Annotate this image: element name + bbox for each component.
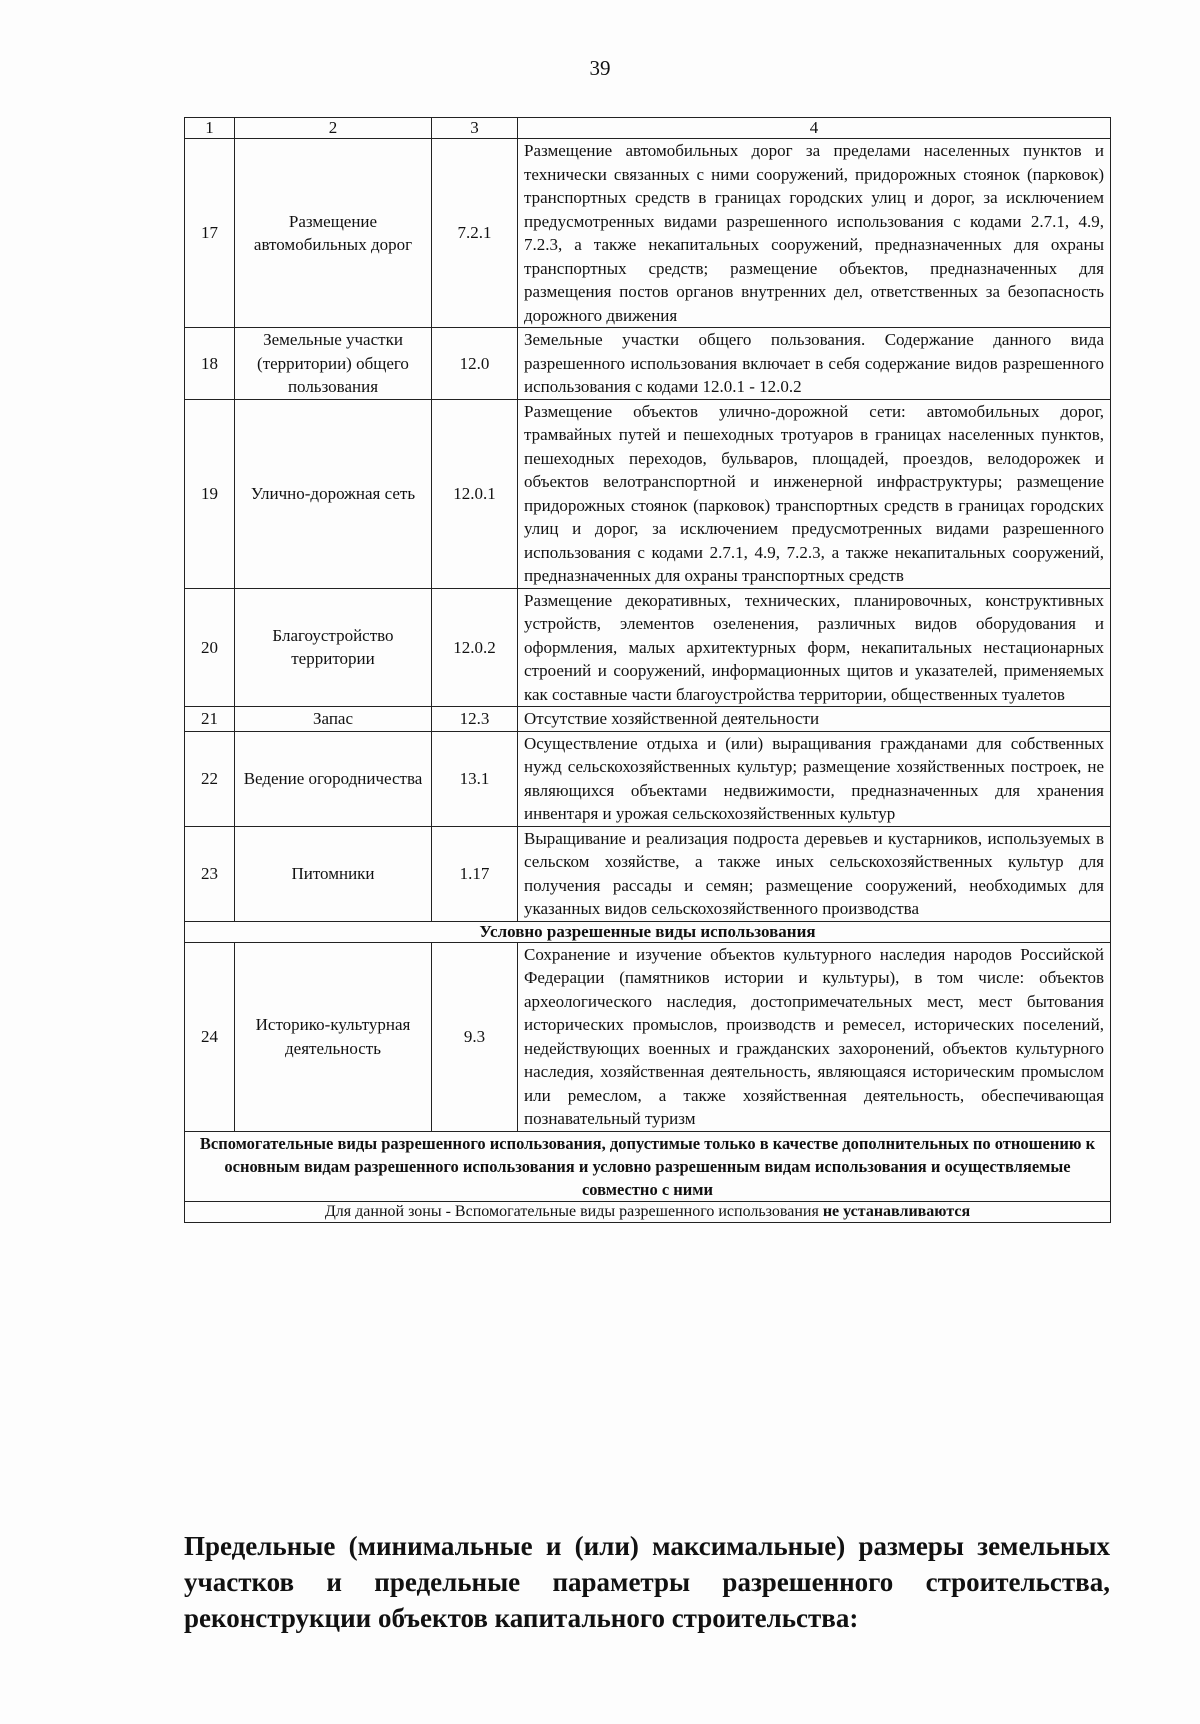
row-number: 17	[185, 139, 235, 328]
table-row	[185, 399, 1111, 588]
section-aux-title: Вспомогательные виды разрешенного использования, допустимые только в качестве дополнительных по отношению к основным видам разрешенного использования и условно разрешенным видам использования и осуществляемые совместно с ними	[185, 1131, 1111, 1201]
row-name: Улично-дорожная сеть	[235, 399, 432, 588]
row-code: 13.1	[432, 731, 518, 826]
page-number: 39	[589, 56, 611, 80]
row-description: Сохранение и изучение объектов культурного наследия народов Российской Федерации (памятников истории и культуры), в том числе: объектов археологического наследия, достопримечательных мест, мест бытования исторических промыслов, производств и ремесел, исторических поселений, недействующих военных и гражданских захоронений, объектов культурного наследия, хозяйственная деятельность, являющаяся историческим промыслом или ремеслом, а также хозяйственная деятельность, обеспечивающая познавательный туризм	[518, 942, 1111, 1131]
row-code: 12.3	[432, 707, 518, 732]
row-description: Выращивание и реализация подроста деревьев и кустарников, используемых в сельском хозяйстве, а также иных сельскохозяйственных культур для получения рассады и семян; размещение сооружений, необходимых для указанных видов сельскохозяйственного производства	[518, 826, 1111, 921]
header-col-4: 4	[518, 118, 1111, 139]
row-name: Размещение автомобильных дорог	[235, 139, 432, 328]
row-number: 23	[185, 826, 235, 921]
header-col-1: 1	[185, 118, 235, 139]
row-number: 21	[185, 707, 235, 732]
section-heading: Предельные (минимальные и (или) максимальные) размеры земельных участков и предельные параметры разрешенного строительства, реконструкции объектов капитального строительства:	[184, 1531, 1110, 1633]
aux-note-cell	[185, 1201, 1111, 1222]
row-description: Размещение объектов улично-дорожной сети: автомобильных дорог, трамвайных путей и пешеходных тротуаров в границах населенных пунктов, пешеходных переходов, бульваров, площадей, проездов, велодорожек и объектов велотранспортной и инженерной инфраструктуры; размещение придорожных стоянок (парковок) транспортных средств в границах городских улиц и дорог, за исключением предусмотренных видами разрешенного использования с кодами 2.7.1, 4.9, 7.2.3, а также некапитальных сооружений, предназначенных для охраны транспортных средств	[518, 399, 1111, 588]
row-code: 12.0.2	[432, 588, 518, 707]
row-code: 9.3	[432, 942, 518, 1131]
table-row	[185, 588, 1111, 707]
row-description: Размещение автомобильных дорог за пределами населенных пунктов и технически связанных с ними сооружений, придорожных стоянок (парковок) транспортных средств в границах городских улиц и дорог, за исключением предусмотренных видами разрешенного использования с кодами 2.7.1, 4.9, 7.2.3, а также некапитальных сооружений, предназначенных для охраны транспортных средств; размещение объектов, предназначенных для размещения постов органов внутренних дел, ответственных за безопасность дорожного движения	[518, 139, 1111, 328]
table-row	[185, 731, 1111, 826]
table-row	[185, 707, 1111, 732]
row-number: 20	[185, 588, 235, 707]
row-number: 19	[185, 399, 235, 588]
aux-note-row	[185, 1201, 1111, 1222]
land-use-table	[184, 117, 1111, 1223]
section-aux-row	[185, 1131, 1111, 1201]
table-row	[185, 328, 1111, 400]
row-name: Земельные участки (территории) общего пользования	[235, 328, 432, 400]
row-description: Земельные участки общего пользования. Содержание данного вида разрешенного использования включает в себя содержание видов разрешенного использования с кодами 12.0.1 - 12.0.2	[518, 328, 1111, 400]
section-conditional-row	[185, 921, 1111, 942]
table-row	[185, 942, 1111, 1131]
row-name: Запас	[235, 707, 432, 732]
row-name: Историко-культурная деятельность	[235, 942, 432, 1131]
row-description: Осуществление отдыха и (или) выращивания гражданами для собственных нужд сельскохозяйственных культур; размещение хозяйственных построек, не являющихся объектами недвижимости, предназначенных для хранения инвентаря и урожая сельскохозяйственных культур	[518, 731, 1111, 826]
row-description: Отсутствие хозяйственной деятельности	[518, 707, 1111, 732]
main-use-rows	[185, 139, 1111, 922]
aux-note-prefix: Для данной зоны - Вспомогательные виды разрешенного использования	[324, 1202, 819, 1220]
row-number: 18	[185, 328, 235, 400]
section-conditional-title: Условно разрешенные виды использования	[185, 921, 1111, 942]
row-name: Благоустройство территории	[235, 588, 432, 707]
row-code: 12.0	[432, 328, 518, 400]
row-code: 12.0.1	[432, 399, 518, 588]
row-number: 22	[185, 731, 235, 826]
table-header-row	[185, 118, 1111, 139]
row-code: 1.17	[432, 826, 518, 921]
row-name: Питомники	[235, 826, 432, 921]
table-row	[185, 139, 1111, 328]
row-number: 24	[185, 942, 235, 1131]
table-row	[185, 826, 1111, 921]
row-description: Размещение декоративных, технических, планировочных, конструктивных устройств, элементов озеленения, различных видов оборудования и оформления, малых архитектурных форм, некапитальных нестационарных строений и сооружений, информационных щитов и указателей, применяемых как составные части благоустройства территории, общественных туалетов	[518, 588, 1111, 707]
header-col-3: 3	[432, 118, 518, 139]
aux-note-suffix: не устанавливаются	[822, 1202, 971, 1220]
row-name: Ведение огородничества	[235, 731, 432, 826]
row-code: 7.2.1	[432, 139, 518, 328]
header-col-2: 2	[235, 118, 432, 139]
conditional-use-rows	[185, 942, 1111, 1131]
